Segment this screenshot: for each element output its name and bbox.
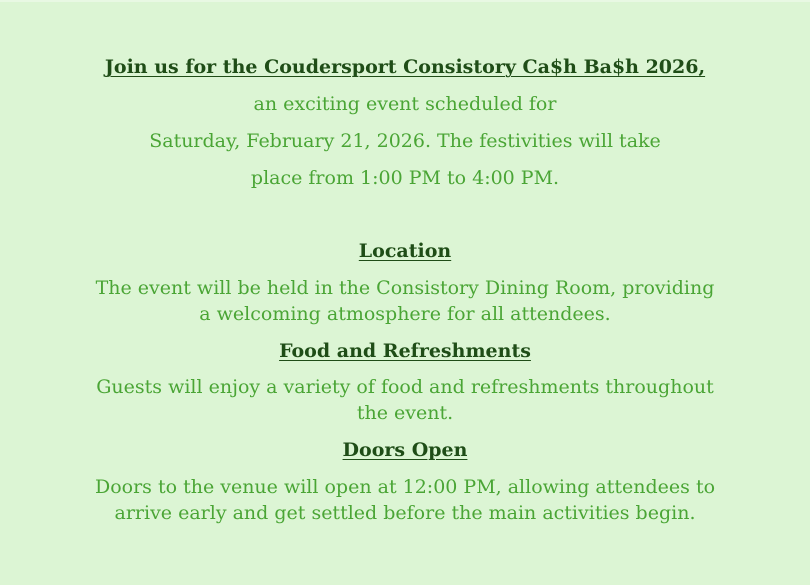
- location-text: The event will be held in the Consistory Dining Room, providing a welcoming atmosphere for all attendees.: [95, 277, 715, 325]
- food-heading: Food and Refreshments: [279, 340, 531, 362]
- intro-line-3: place from 1:00 PM to 4:00 PM.: [250, 167, 560, 189]
- doors-heading: Doors Open: [342, 439, 468, 461]
- doors-text: Doors to the venue will open at 12:00 PM, allowing attendees to arrive early and get settled before the main activities begin.: [94, 476, 716, 524]
- food-text: Guests will enjoy a variety of food and refreshments throughout the event.: [96, 376, 714, 424]
- intro-line-1: an exciting event scheduled for: [253, 93, 557, 115]
- intro-heading: Join us for the Coudersport Consistory Ca$h Ba$h 2026,: [104, 56, 706, 78]
- intro-line-2: Saturday, February 21, 2026. The festivities will take: [149, 130, 661, 152]
- location-heading: Location: [358, 240, 452, 262]
